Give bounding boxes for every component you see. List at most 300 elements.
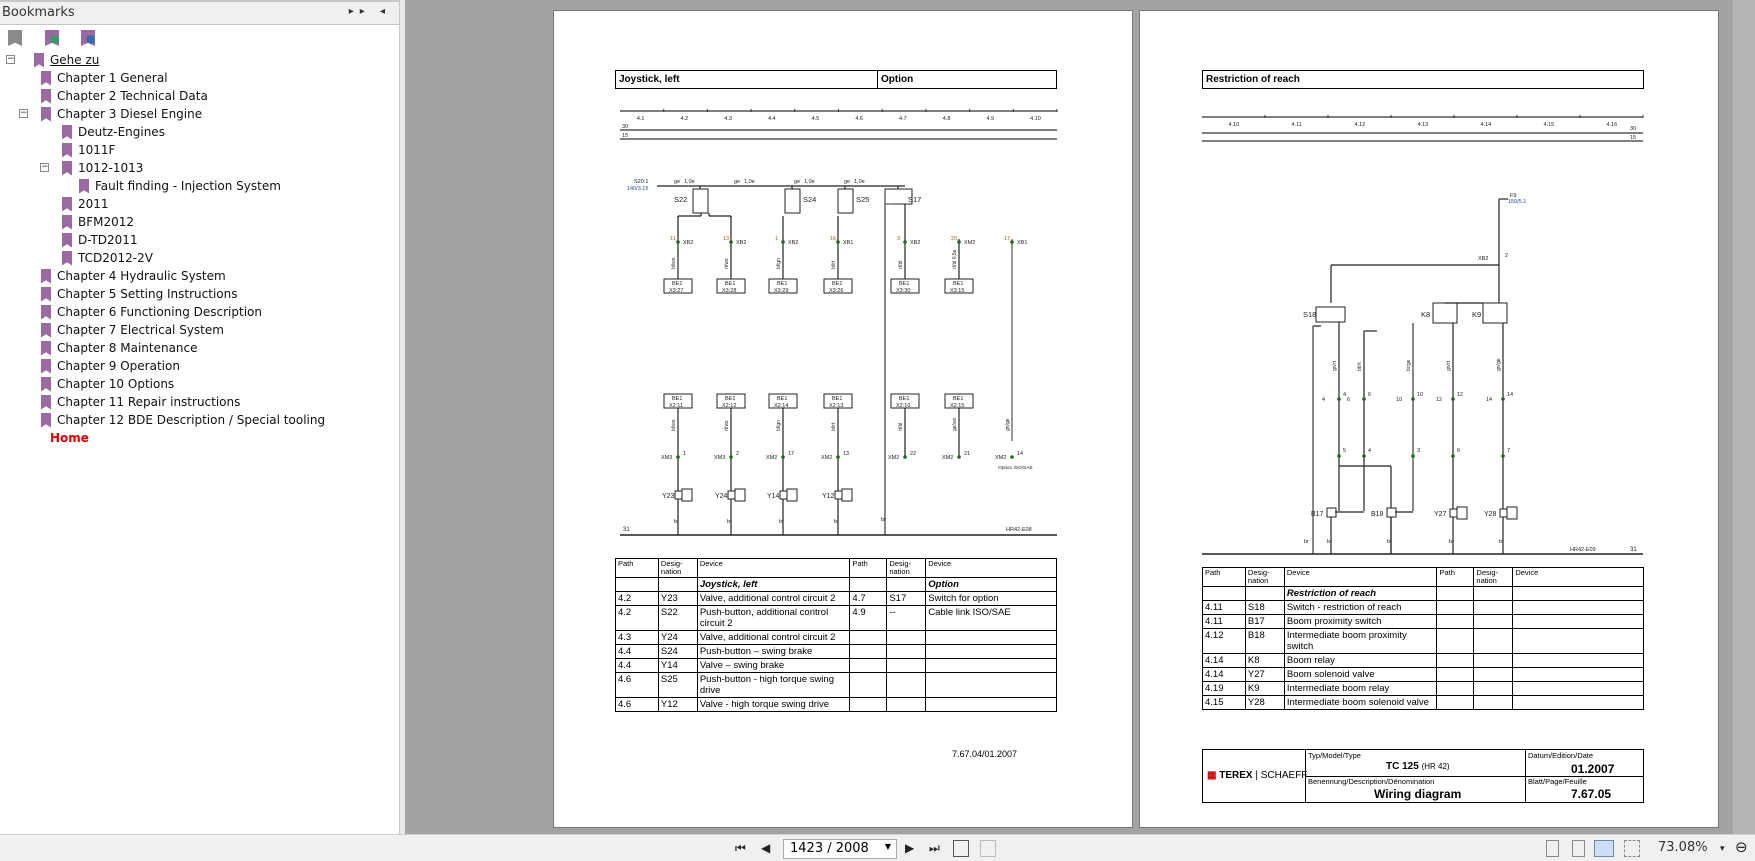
section-title-joystick: Joystick, left: [616, 71, 878, 88]
table-cell: [1437, 601, 1474, 615]
bookmark-item[interactable]: [41, 285, 238, 303]
bookmark-item[interactable]: [41, 393, 240, 411]
column-header: Device: [697, 559, 850, 578]
table-row: [616, 606, 1057, 631]
valve-coil: [1457, 507, 1467, 519]
wire-size-label: 1,0e: [804, 179, 815, 185]
bookmarks-panel: [0, 0, 400, 834]
grid-column-label: 4.4: [767, 116, 776, 122]
grid-column-label: 4.10: [1030, 116, 1041, 122]
table-cell: Intermediate boom proximity switch: [1284, 629, 1437, 654]
connector-pin: 4: [1368, 448, 1372, 454]
wire-color-label: bt/rt: [1357, 362, 1363, 371]
rail-label: 15: [622, 133, 629, 139]
connector-pin: 4: [1322, 397, 1326, 403]
connector-pin: 5: [1343, 448, 1347, 454]
connector-label: XB2: [1478, 256, 1489, 262]
grid-column-label: 4.15: [1543, 122, 1555, 128]
terminal-label: X2:15: [950, 403, 965, 409]
bookmark-label: Chapter 8 Maintenance: [57, 341, 198, 355]
column-header: Desig-nation: [1474, 568, 1513, 587]
valve-symbol: [1500, 509, 1507, 517]
two-page-continuous-view-icon[interactable]: [1624, 840, 1640, 857]
wire-color-label: gn/ge: [1496, 358, 1502, 371]
bottom-toolbar: [0, 834, 1755, 861]
valve-symbol: [1450, 509, 1457, 517]
goto-bookmark-icon[interactable]: [81, 30, 95, 46]
component-symbol: [1316, 307, 1345, 322]
section-title-option: Option: [881, 74, 914, 85]
table-cell: S25: [658, 673, 697, 698]
bookmark-item[interactable]: [7, 51, 100, 69]
connector-dot: [1411, 397, 1415, 401]
grid-column-label: 4.2: [680, 116, 689, 122]
table-cell: [1474, 587, 1513, 601]
connector-pin: 20: [951, 236, 958, 242]
connector-pin: 1: [683, 451, 687, 457]
terminal-label: BE1: [777, 281, 788, 287]
table-cell: [1513, 587, 1644, 601]
table-cell: B18: [1245, 629, 1284, 654]
bookmark-item[interactable]: [62, 231, 138, 249]
connector-label: XB1: [1017, 240, 1028, 246]
terminal-label: BE1: [832, 281, 843, 287]
component-label-k8: K8: [1421, 310, 1431, 319]
sensor-label: B18: [1371, 511, 1384, 518]
table-cell: [1437, 682, 1474, 696]
valve-symbol: [780, 491, 787, 499]
bookmark-label: Chapter 12 BDE Description / Special tooling: [57, 413, 326, 427]
switch-label-s25: S25: [856, 195, 870, 204]
table-cell: [1474, 601, 1513, 615]
terminal-label: BE1: [672, 281, 683, 287]
bookmark-icon: [62, 161, 72, 176]
connector-dot: [957, 455, 961, 459]
grid-column-label: 4.11: [1291, 122, 1302, 128]
bookmark-icon: [62, 215, 72, 230]
table-cell: 4.4: [616, 659, 659, 673]
terminal-label: X2:13: [829, 403, 844, 409]
chevron-down-icon[interactable]: ▼: [884, 842, 891, 851]
table-cell: 4.2: [616, 592, 659, 606]
connector-pin: 3: [897, 236, 901, 242]
connector-dot: [781, 240, 785, 244]
table-cell: [1513, 696, 1644, 710]
bookmark-icon: [41, 287, 51, 302]
continuous-view-icon[interactable]: [1572, 840, 1585, 857]
table-cell: Y12: [658, 698, 697, 712]
table-cell: [887, 698, 926, 712]
device-table: [1202, 567, 1644, 710]
wire-color-label: br/ge: [1406, 359, 1412, 371]
table-cell: 4.14: [1203, 654, 1246, 668]
table-cell: K9: [1245, 682, 1284, 696]
delete-bookmark-icon[interactable]: [8, 30, 22, 46]
type-value: TC 125 (HR 42): [1386, 761, 1450, 772]
bookmark-icon: [41, 89, 51, 104]
bookmark-icon: [62, 233, 72, 248]
terminal-label: X3:28: [722, 288, 737, 294]
table-row: [1203, 629, 1644, 654]
table-cell: 4.19: [1203, 682, 1246, 696]
grid-column-label: 4.1: [636, 116, 645, 122]
source-ref-label: 140/3.15: [627, 186, 649, 192]
drawing-id: HR42-E09: [1570, 547, 1596, 553]
first-page-button[interactable]: ⏮: [735, 841, 746, 855]
table-cell: [1437, 587, 1474, 601]
table-cell: 4.9: [850, 606, 887, 631]
terminal-label: BE1: [777, 396, 788, 402]
grid-column-label: 4.14: [1480, 122, 1492, 128]
terminal-label: X3:30: [896, 288, 911, 294]
table-cell: 4.12: [1203, 629, 1246, 654]
wire-color-label: ge: [794, 179, 801, 185]
collapse-toggle[interactable]: −: [20, 108, 28, 118]
table-cell: S17: [887, 592, 926, 606]
table-row: [616, 659, 1057, 673]
bookmark-item[interactable]: [20, 105, 203, 123]
table-cell: [1513, 615, 1644, 629]
valve-symbol: [835, 491, 842, 499]
bookmark-item[interactable]: [41, 357, 180, 375]
table-cell: Boom proximity switch: [1284, 615, 1437, 629]
connector-pin: 10: [1417, 392, 1424, 398]
terminal-label: BE1: [725, 281, 736, 287]
table-cell: Y14: [658, 659, 697, 673]
sensor-symbol: [1327, 508, 1336, 517]
connector-dot: [1010, 455, 1014, 459]
wire-color-label: bl/gn: [776, 258, 782, 269]
table-cell: Push-button – swing brake: [697, 645, 850, 659]
switch-label-s17: S17: [908, 195, 922, 204]
section-header: [615, 70, 1057, 89]
wire-color-label: rt/bl: [898, 260, 904, 269]
table-cell: [926, 698, 1057, 712]
panel-controls[interactable]: ▸▸ ◂: [348, 6, 391, 17]
table-cell: [1474, 682, 1513, 696]
page-number-input[interactable]: 1423 / 2008 ▼: [783, 839, 897, 859]
bookmark-label: BFM2012: [78, 215, 135, 229]
table-cell: 4.15: [1203, 696, 1246, 710]
bookmark-item[interactable]: [41, 321, 224, 339]
bookmark-item[interactable]: [41, 267, 226, 285]
table-cell: Push-button, additional control circuit 2: [697, 606, 850, 631]
column-header: Path: [1203, 568, 1246, 587]
connector-dot: [1337, 397, 1341, 401]
bookmark-icon: [62, 143, 72, 158]
drawing-id: HR42-E08: [1006, 527, 1032, 533]
component-symbol: [1433, 303, 1457, 323]
description-label: Benennung/Description/Dénomination: [1308, 777, 1435, 786]
wire-color-label: bl/rt: [831, 422, 837, 431]
table-row: [1203, 696, 1644, 710]
connector-pin: 16: [830, 236, 837, 242]
bookmark-item[interactable]: [62, 213, 134, 231]
column-header: Device: [1284, 568, 1437, 587]
table-row: [1203, 668, 1644, 682]
bookmark-icon: [41, 341, 51, 356]
bookmark-item[interactable]: [41, 339, 198, 357]
date-label: Datum/Edition/Date: [1528, 751, 1594, 760]
bookmark-icon: [79, 179, 89, 194]
valve-coil: [842, 489, 852, 501]
connector-dot: [1010, 240, 1014, 244]
column-header: Desig-nation: [1245, 568, 1284, 587]
option-note: Option ISO/SAE: [998, 466, 1033, 471]
bookmark-item[interactable]: [41, 87, 208, 105]
bookmark-item[interactable]: [41, 411, 325, 429]
wire-color-label: ge: [844, 179, 851, 185]
connector-pin: 6: [1368, 392, 1372, 398]
grid-column-label: 4.3: [724, 116, 732, 122]
table-cell: [850, 659, 887, 673]
table-cell: [616, 578, 659, 592]
rail-label: 30: [1630, 126, 1637, 132]
connector-pin: 2: [1505, 253, 1509, 259]
title-block: [1202, 749, 1644, 803]
table-cell: Switch for option: [926, 592, 1057, 606]
table-cell: [1437, 654, 1474, 668]
connector-dot: [1501, 397, 1505, 401]
terminal-label: X2:11: [669, 403, 683, 409]
switch-label-s22: S22: [674, 195, 688, 204]
bookmark-item[interactable]: [62, 249, 153, 267]
bookmark-item[interactable]: [41, 69, 168, 87]
bookmark-icon: [41, 359, 51, 374]
valve-label-y14: Y14: [767, 493, 780, 500]
source-label: F9: [1510, 193, 1517, 199]
terex-logo: ▦ TEREX | SCHAEFF: [1203, 750, 1306, 802]
connector-dot: [1362, 397, 1366, 401]
bookmark-item[interactable]: [41, 159, 144, 177]
table-cell: [1474, 615, 1513, 629]
connector-dot: [1451, 397, 1455, 401]
table-cell: Y24: [658, 631, 697, 645]
bookmark-label: Chapter 3 Diesel Engine: [57, 107, 203, 121]
terminal-label: X3:27: [669, 288, 684, 294]
bookmark-item[interactable]: [41, 303, 262, 321]
grid-column-label: 4.8: [942, 116, 951, 122]
table-cell: [926, 631, 1057, 645]
section-title-restriction: Restriction of reach: [1206, 74, 1300, 85]
zoom-out-button[interactable]: ⊖: [1735, 838, 1748, 856]
bookmark-label: Chapter 2 Technical Data: [57, 89, 208, 103]
connector-label: XM2: [766, 455, 778, 461]
collapse-toggle[interactable]: −: [41, 162, 49, 172]
switch-symbol: [785, 189, 800, 213]
bookmark-icon: [41, 395, 51, 410]
table-cell: Intermediate boom relay: [1284, 682, 1437, 696]
pdf-page-left: [553, 10, 1133, 828]
connector-dot: [957, 240, 961, 244]
valve-label: Y27: [1434, 511, 1447, 518]
connector-pin: 17: [788, 451, 795, 457]
vertical-scrollbar[interactable]: [1733, 0, 1755, 834]
component-label-k9: K9: [1472, 310, 1482, 319]
table-cell: Restriction of reach: [1284, 587, 1437, 601]
table-cell: Cable link ISO/SAE: [926, 606, 1057, 631]
terminal-label: BE1: [953, 281, 964, 287]
table-cell: [1474, 668, 1513, 682]
wire-color-label: br: [674, 519, 679, 525]
connector-pin: 13: [723, 236, 730, 242]
bookmark-item[interactable]: [62, 141, 115, 159]
valve-symbol: [728, 491, 735, 499]
connector-dot: [729, 240, 733, 244]
table-row: [616, 578, 1057, 592]
bookmark-item[interactable]: [34, 429, 89, 447]
table-cell: [1437, 696, 1474, 710]
table-row: [1203, 587, 1644, 601]
valve-coil: [1507, 507, 1517, 519]
table-cell: S24: [658, 645, 697, 659]
connector-label: XM2: [888, 455, 900, 461]
table-cell: Push-button - high torque swing drive: [697, 673, 850, 698]
description-value: Wiring diagram: [1374, 787, 1462, 801]
column-header: Path: [616, 559, 659, 578]
table-cell: Boom relay: [1284, 654, 1437, 668]
table-cell: [1474, 696, 1513, 710]
table-header: [1203, 568, 1644, 587]
wire-color-label: bl/rt: [831, 260, 837, 269]
table-cell: Valve, additional control circuit 2: [697, 631, 850, 645]
bookmark-item[interactable]: [79, 177, 281, 195]
component-label-s18: S18: [1303, 310, 1317, 319]
table-row: [616, 698, 1057, 712]
table-cell: [658, 578, 697, 592]
connector-pin: 12: [1436, 397, 1443, 403]
table-cell: Option: [926, 578, 1057, 592]
bookmark-icon: [41, 413, 51, 428]
table-cell: S18: [1245, 601, 1284, 615]
bookmarks-header: [0, 0, 399, 25]
wire-color-label: ge: [734, 179, 741, 185]
connector-dot: [836, 455, 840, 459]
table-cell: Y23: [658, 592, 697, 606]
single-page-view-icon[interactable]: [1546, 840, 1559, 857]
terminal-label: X2:14: [774, 403, 789, 409]
connector-pin: 7: [1507, 448, 1511, 454]
bookmark-item[interactable]: [41, 375, 174, 393]
zoom-level[interactable]: 73.08%: [1658, 840, 1708, 855]
bookmark-item[interactable]: [62, 195, 109, 213]
bookmark-label: Chapter 1 General: [57, 71, 168, 85]
connector-label: XM2: [995, 455, 1007, 461]
grid-column-label: 4.6: [855, 116, 864, 122]
rail-label: 15: [1630, 135, 1637, 141]
collapse-toggle[interactable]: −: [7, 54, 15, 64]
table-cell: 4.6: [616, 673, 659, 698]
table-cell: 4.7: [850, 592, 887, 606]
wire-color-label: rt/ws: [724, 258, 730, 269]
terminal-label: BE1: [672, 396, 683, 402]
grid-column-label: 4.7: [899, 116, 907, 122]
table-cell: 4.2: [616, 606, 659, 631]
bookmark-label: 1012-1013: [78, 161, 144, 175]
table-cell: Valve - high torque swing drive: [697, 698, 850, 712]
connector-dot: [1337, 454, 1341, 458]
bookmark-icon: [34, 53, 44, 68]
previous-view-icon[interactable]: [953, 840, 969, 857]
connector-dot: [903, 455, 907, 459]
grid-column-label: 4.13: [1417, 122, 1429, 128]
type-label: Typ/Model/Type: [1308, 751, 1361, 760]
table-cell: [850, 578, 887, 592]
wire-size-label: 1,0e: [854, 179, 865, 185]
zoom-dropdown[interactable]: ▾: [1720, 844, 1725, 854]
wire-color-label: br: [727, 519, 732, 525]
bookmark-icon: [41, 323, 51, 338]
table-cell: [1513, 601, 1644, 615]
table-cell: [1513, 629, 1644, 654]
add-bookmark-icon[interactable]: [45, 30, 59, 46]
table-row: [1203, 682, 1644, 696]
switch-symbol: [838, 189, 853, 213]
connector-dot: [729, 455, 733, 459]
valve-label-y23: Y23: [662, 493, 675, 500]
connector-pin: 6: [1457, 448, 1461, 454]
source-ref-label: 150/5.1: [1508, 199, 1527, 205]
valve-coil: [682, 489, 692, 501]
connector-dot: [676, 455, 680, 459]
bookmark-label: Chapter 5 Setting Instructions: [57, 287, 238, 301]
bookmark-label: 1011F: [78, 143, 116, 157]
table-cell: [887, 673, 926, 698]
bookmark-label: Home: [50, 431, 89, 445]
wire-size-label: 1,0e: [744, 179, 755, 185]
connector-label: XM2: [942, 455, 954, 461]
bookmark-label: Deutz-Engines: [78, 125, 165, 139]
column-header: Device: [926, 559, 1057, 578]
terminal-label: X3:29: [774, 288, 789, 294]
rail-label: 30: [622, 124, 629, 130]
previous-page-button[interactable]: ◀: [761, 841, 771, 855]
connector-pin: 14: [1486, 397, 1493, 403]
table-cell: Valve, additional control circuit 2: [697, 592, 850, 606]
wire-color-label: bl/ws: [671, 419, 677, 431]
terminal-label: BE1: [832, 396, 843, 402]
bookmark-item[interactable]: [62, 123, 165, 141]
table-row: [616, 673, 1057, 698]
connector-label: XB2: [736, 240, 747, 246]
table-cell: 4.6: [616, 698, 659, 712]
table-cell: [850, 673, 887, 698]
terminal-label: BE1: [899, 281, 910, 287]
wire-color-label: rt/ws: [724, 420, 730, 431]
wire-color-label: rt/bl 0,5e: [952, 249, 958, 269]
next-page-button[interactable]: ▶: [905, 841, 915, 855]
sheet-value: 7.67.05: [1571, 787, 1612, 801]
next-view-icon[interactable]: [980, 840, 996, 857]
table-cell: K8: [1245, 654, 1284, 668]
table-cell: [1203, 587, 1246, 601]
table-header: [616, 559, 1057, 578]
connector-pin: 21: [964, 451, 971, 457]
wire-size-label: 1,0e: [684, 179, 695, 185]
table-cell: [1474, 654, 1513, 668]
two-page-view-icon[interactable]: [1594, 840, 1614, 857]
connector-pin: 17: [1004, 236, 1011, 242]
connector-dot: [781, 455, 785, 459]
date-value: 01.2007: [1571, 762, 1615, 776]
table-row: [1203, 654, 1644, 668]
last-page-button[interactable]: ⏭: [929, 841, 940, 855]
table-cell: [1437, 615, 1474, 629]
wire-color-label: br: [779, 519, 784, 525]
panel-splitter[interactable]: [400, 0, 405, 834]
bookmark-icon: [41, 377, 51, 392]
terminal-label: BE1: [953, 396, 964, 402]
